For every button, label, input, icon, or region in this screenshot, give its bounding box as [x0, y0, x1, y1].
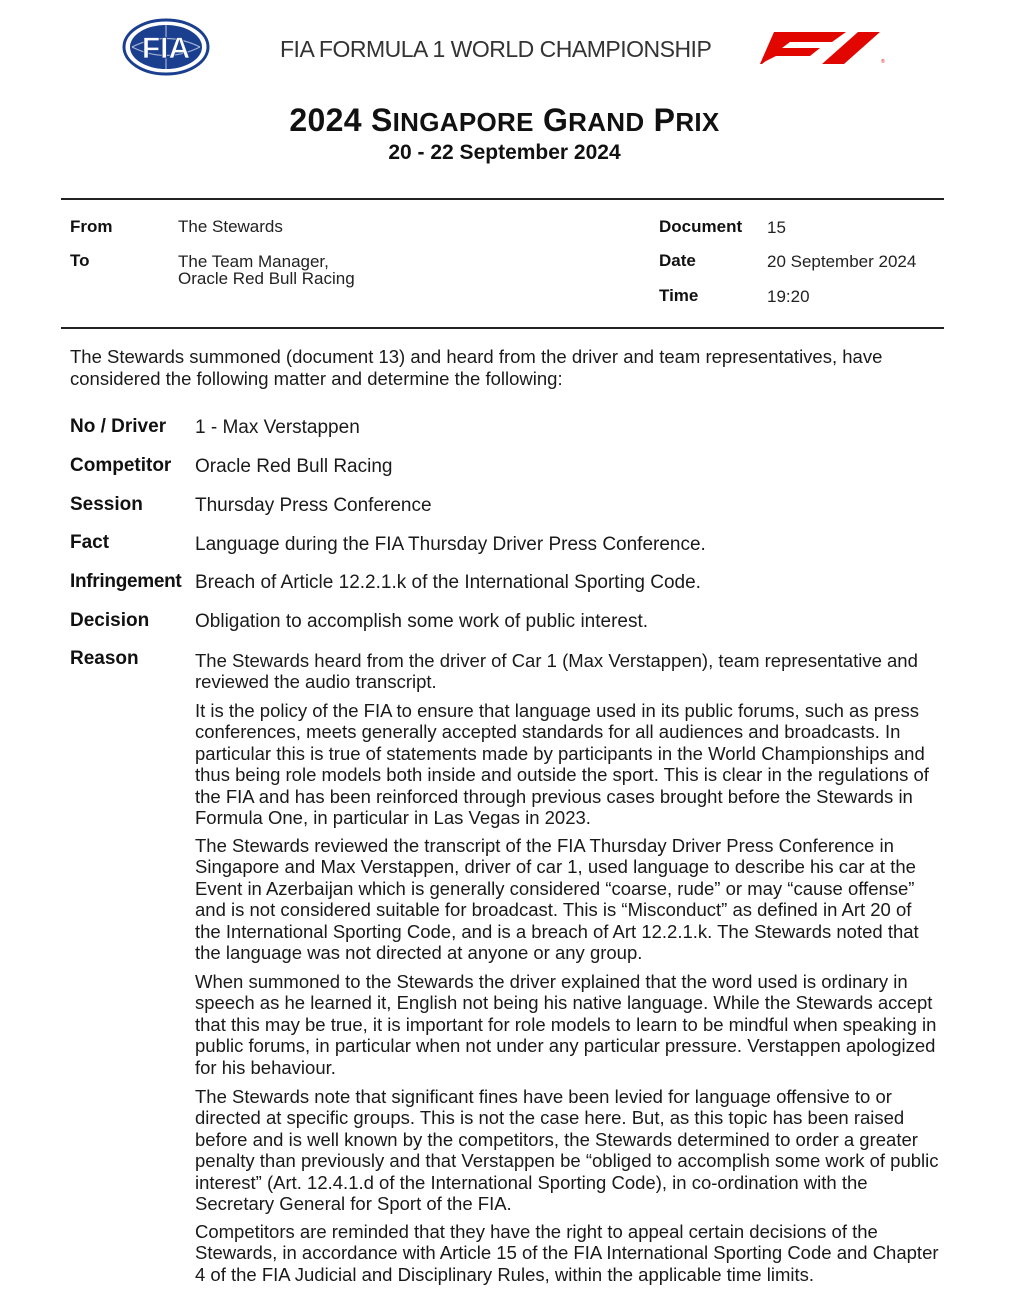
reason-paragraph-5: The Stewards note that significant fines have been levied for language offensive to or directed at specific groups. This is not the case here. But, as this topic has been raised before and is well known by the competitors, the Stewards determined to order a greater penalty than previously and that Verstappen be “obliged to accomplish some work of public interest” (Art. 12.4.1.d of the International Sporting Code), in co-ordination with the Secretary General for Sport of the FIA.	[195, 1086, 939, 1215]
divider-bottom	[61, 327, 944, 329]
intro-paragraph: The Stewards summoned (document 13) and heard from the driver and team representatives, have considered the following matter and determine the following:	[70, 346, 883, 389]
date-value: 20 September 2024	[767, 252, 917, 271]
fact-value: Language during the FIA Thursday Driver Press Conference.	[195, 534, 706, 555]
fia-logo	[122, 18, 210, 76]
document-value: 15	[767, 218, 786, 237]
divider-top	[61, 198, 944, 200]
svg-text:®: ®	[881, 59, 885, 65]
competitor-label: Competitor	[70, 455, 172, 476]
date-label: Date	[659, 251, 696, 270]
to-value-line2: Oracle Red Bull Racing	[178, 269, 355, 288]
driver-label: No / Driver	[70, 416, 167, 437]
infringement-label: Infringement	[70, 571, 182, 592]
time-label: Time	[659, 286, 699, 305]
reason-paragraph-1: The Stewards heard from the driver of Car 1 (Max Verstappen), team representative and reviewed the audio transcript.	[195, 650, 918, 693]
svg-text:FIA: FIA	[141, 32, 191, 65]
event-title: 2024 SINGAPORE GRAND PRIX	[289, 102, 720, 138]
reason-paragraph-4: When summoned to the Stewards the driver explained that the word used is ordinary in speech as he learned it, English not being his native language. While the Stewards accept that this may be true, it is important for role models to learn to be mindful when speaking in public forums, in particular when not under any particular pressure. Verstappen apologized for his behaviour.	[195, 971, 937, 1078]
to-value-line1: The Team Manager,	[178, 252, 329, 271]
driver-value: 1 - Max Verstappen	[195, 417, 360, 438]
document-label: Document	[659, 217, 743, 236]
from-label: From	[70, 217, 113, 236]
session-label: Session	[70, 494, 143, 515]
competitor-value: Oracle Red Bull Racing	[195, 456, 393, 477]
fact-label: Fact	[70, 532, 110, 553]
infringement-value: Breach of Article 12.2.1.k of the International Sporting Code.	[195, 572, 701, 593]
time-value: 19:20	[767, 287, 810, 306]
session-value: Thursday Press Conference	[195, 495, 432, 516]
to-label: To	[70, 251, 90, 270]
f1-logo	[760, 30, 885, 66]
decision-label: Decision	[70, 610, 150, 631]
reason-label: Reason	[70, 648, 139, 669]
reason-paragraph-6: Competitors are reminded that they have the right to appeal certain decisions of the Stewards, in accordance with Article 15 of the FIA International Sporting Code and Chapter 4 of the FIA Judicial and Disciplinary Rules, within the applicable time limits.	[195, 1221, 939, 1285]
event-dates: 20 - 22 September 2024	[388, 141, 621, 164]
championship-title: FIA FORMULA 1 WORLD CHAMPIONSHIP	[280, 36, 712, 62]
decision-value: Obligation to accomplish some work of public interest.	[195, 611, 649, 632]
reason-paragraph-3: The Stewards reviewed the transcript of the FIA Thursday Driver Press Conference in Singapore and Max Verstappen, driver of car 1, used language to describe his car at the Event in Azerbaijan which is generally considered “coarse, rude” or may “cause offense” and is not considered suitable for broadcast. This is “Misconduct” as defined in Art 20 of the International Sporting Code, and is a breach of Art 12.2.1.k. The Stewards noted that the language was not directed at anyone or any group.	[195, 835, 919, 964]
from-value: The Stewards	[178, 217, 283, 236]
reason-paragraph-2: It is the policy of the FIA to ensure that language used in its public forums, such as press conferences, meets generally accepted standards for all audiences and broadcasts. In particular this is true of statements made by participants in the World Championships and thus being role models both inside and outside the sport. This is clear in the regulations of the FIA and has been reinforced through previous cases brought before the Stewards in Formula One, in particular in Las Vegas in 2023.	[195, 700, 929, 829]
